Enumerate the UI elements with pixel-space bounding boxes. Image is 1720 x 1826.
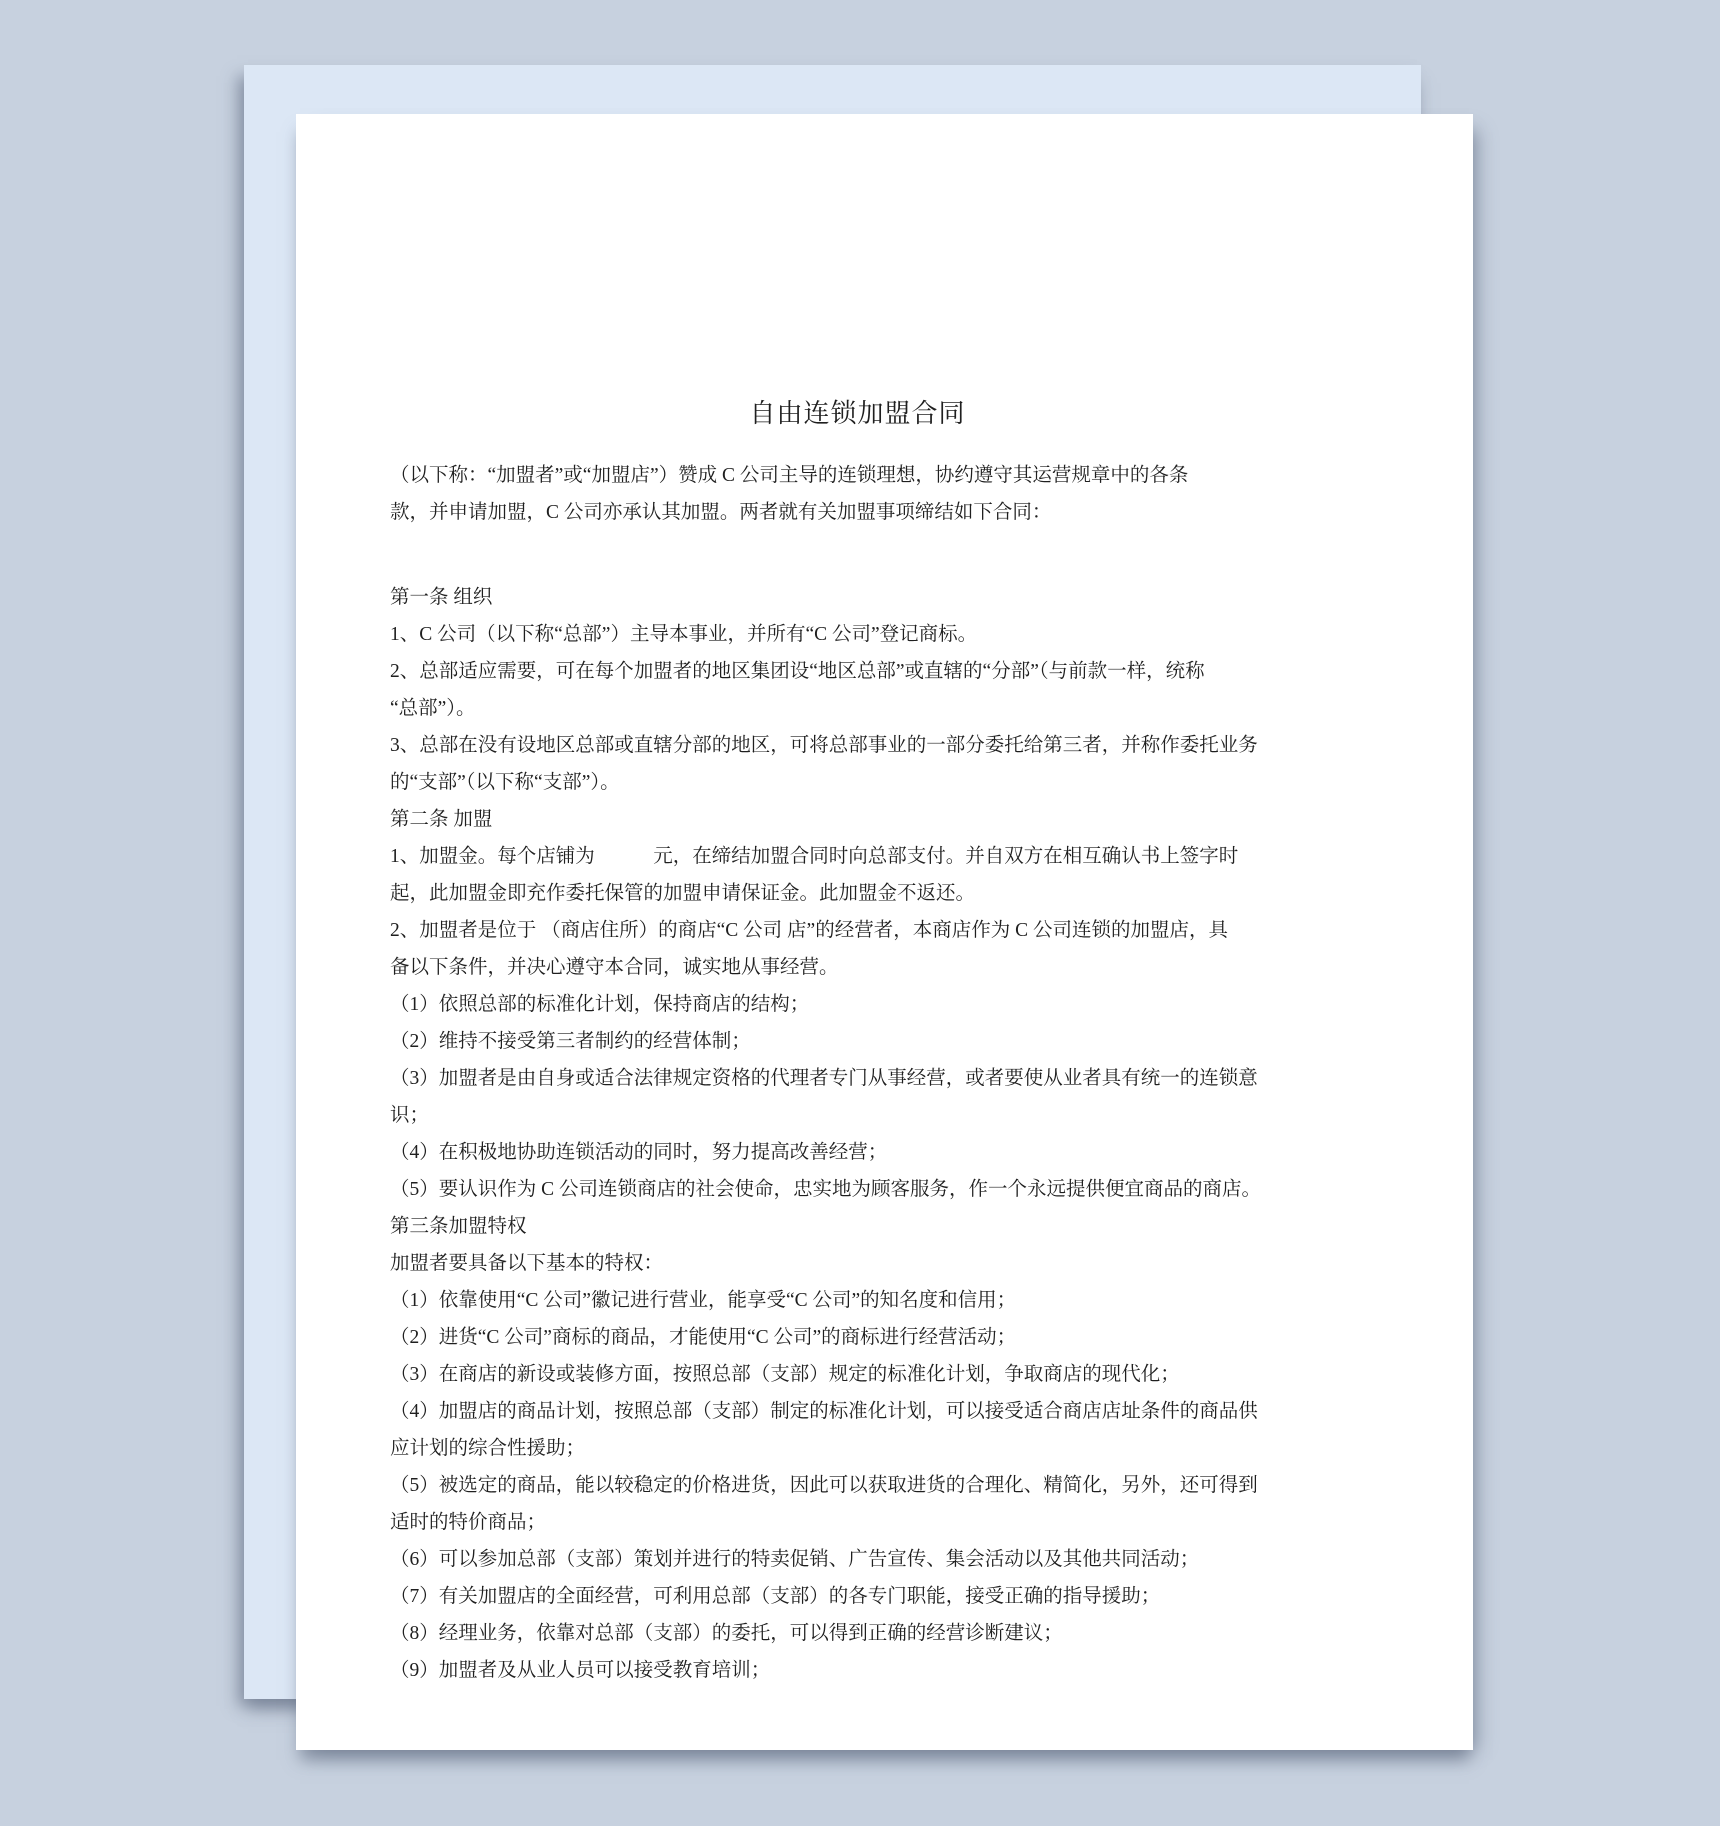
document-line: （9）加盟者及从业人员可以接受教育培训； (390, 1660, 771, 1681)
document-line: 应计划的综合性援助； (390, 1438, 586, 1459)
document-line: 加盟者要具备以下基本的特权： (390, 1253, 664, 1274)
document-line: （7）有关加盟店的全面经营，可利用总部（支部）的各专门职能，接受正确的指导援助； (390, 1586, 1161, 1607)
document-body (390, 457, 1325, 1689)
document-line: 款，并申请加盟，C 公司亦承认其加盟。两者就有关加盟事项缔结如下合同： (390, 502, 1052, 523)
document-title: 自由连锁加盟合同 (749, 399, 966, 428)
document-line: （以下称：“加盟者”或“加盟店”）赞成 C 公司主导的连锁理想，协约遵守其运营规章中的各条 (390, 465, 1189, 486)
document-content (390, 397, 1325, 1689)
document-line: （3）在商店的新设或装修方面，按照总部（支部）规定的标准化计划，争取商店的现代化； (390, 1364, 1180, 1385)
document-line: （5）被选定的商品，能以较稳定的价格进货，因此可以获取进货的合理化、精简化，另外，还可得到 (390, 1475, 1258, 1496)
document-line: “总部”）。 (390, 698, 476, 719)
document-line: （3）加盟者是由自身或适合法律规定资格的代理者专门从事经营，或者要使从业者具有统一的连锁意 (390, 1068, 1258, 1089)
document-line: 第二条 加盟 (390, 809, 493, 830)
document-line: （1）依照总部的标准化计划，保持商店的结构； (390, 994, 810, 1015)
document-line: 的“支部”（以下称“支部”）。 (390, 772, 620, 793)
document-line: 2、总部适应需要，可在每个加盟者的地区集团设“地区总部”或直辖的“分部”（与前款一样，统称 (390, 661, 1205, 682)
document-line: （4）在积极地协助连锁活动的同时，努力提高改善经营； (390, 1142, 888, 1163)
document-line: （2）维持不接受第三者制约的经营体制； (390, 1031, 751, 1052)
document-line: 1、C 公司（以下称“总部”）主导本事业，并所有“C 公司”登记商标。 (390, 624, 978, 645)
document-line: 备以下条件，并决心遵守本合同，诚实地从事经营。 (390, 957, 839, 978)
document-line: 第一条 组织 (390, 587, 493, 608)
document-line: （4）加盟店的商品计划，按照总部（支部）制定的标准化计划，可以接受适合商店店址条件的商品供 (390, 1401, 1258, 1422)
document-line: 第三条加盟特权 (390, 1216, 527, 1237)
document-line: 3、总部在没有设地区总部或直辖分部的地区，可将总部事业的一部分委托给第三者，并称作委托业务 (390, 735, 1258, 756)
document-line: （6）可以参加总部（支部）策划并进行的特卖促销、广告宣传、集会活动以及其他共同活动； (390, 1549, 1200, 1570)
document-line: （1）依靠使用“C 公司”徽记进行营业，能享受“C 公司”的知名度和信用； (390, 1290, 1017, 1311)
document-line: 1、加盟金。每个店铺为 元，在缔结加盟合同时向总部支付。并自双方在相互确认书上签字时 (390, 846, 1239, 867)
document-line: 起，此加盟金即充作委托保管的加盟申请保证金。此加盟金不返还。 (390, 883, 976, 904)
document-page (296, 114, 1473, 1750)
blank-line (390, 531, 1325, 579)
document-line: （2）进货“C 公司”商标的商品，才能使用“C 公司”的商标进行经营活动； (390, 1327, 1017, 1348)
document-line: （5）要认识作为 C 公司连锁商店的社会使命，忠实地为顾客服务，作一个永远提供便宜商品的商店。 (390, 1179, 1262, 1200)
document-line: （8）经理业务，依靠对总部（支部）的委托，可以得到正确的经营诊断建议； (390, 1623, 1063, 1644)
document-line: 识； (390, 1105, 430, 1126)
document-line: 适时的特价商品； (390, 1512, 547, 1533)
document-line: 2、加盟者是位于 （商店住所）的商店“C 公司 店”的经营者，本商店作为 C 公司连锁的加盟店，具 (390, 920, 1228, 941)
